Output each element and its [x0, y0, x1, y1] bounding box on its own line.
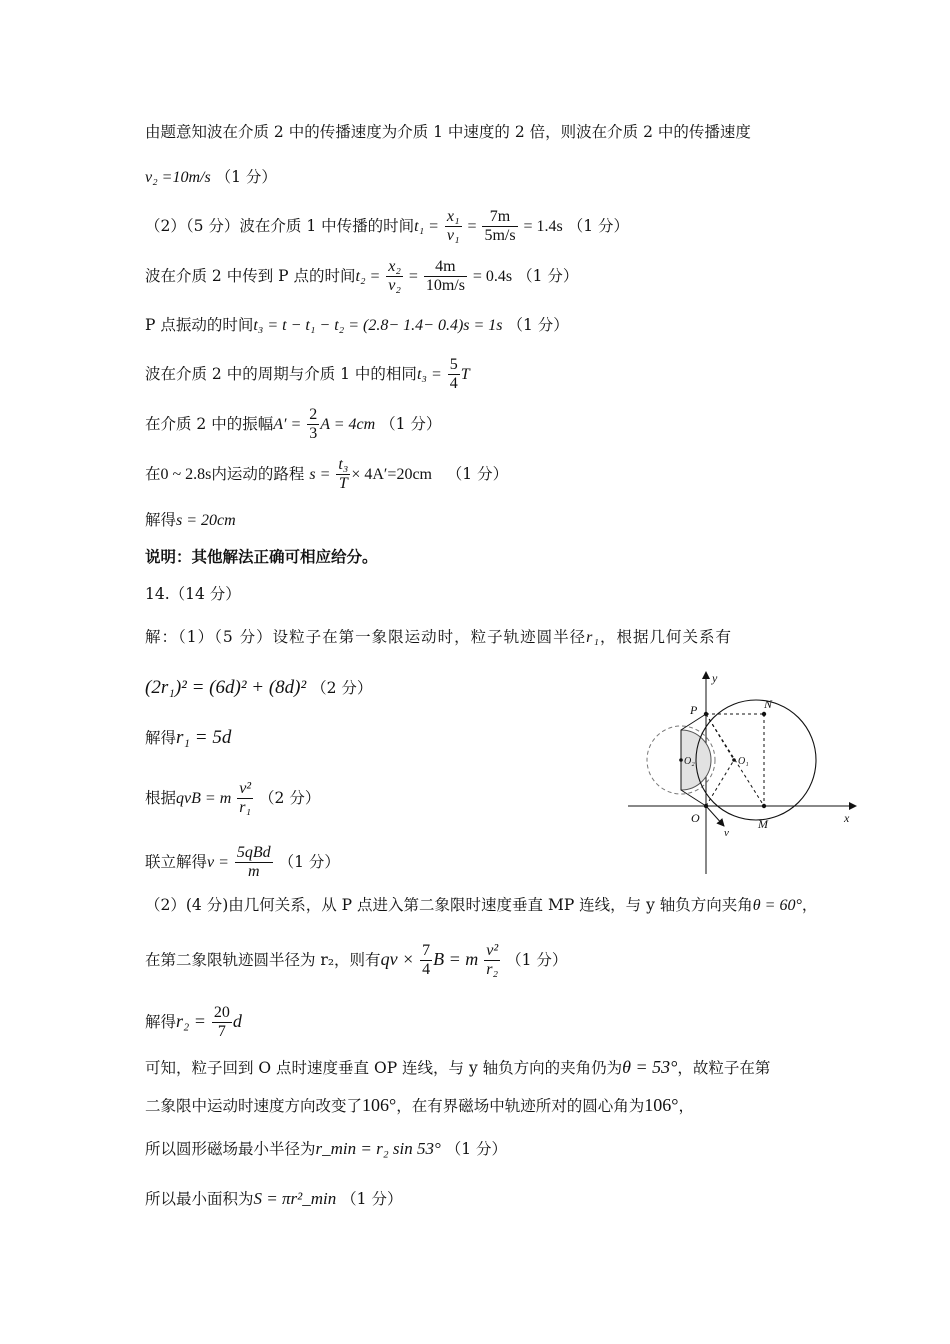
label-n: N	[764, 697, 773, 711]
eq-part: S = πr²_min	[253, 1189, 337, 1208]
eq-part: t₃ =	[416, 365, 442, 383]
geometry-figure	[624, 668, 864, 878]
eq-part: 0 ~ 2.8s	[160, 465, 212, 483]
score: （1 分）	[380, 414, 442, 433]
text-segment: 在第二象限轨迹圆半径为 r₂，则有	[145, 950, 381, 969]
eq-part: = 1.4s	[523, 217, 563, 235]
score: （1 分）	[445, 1140, 508, 1158]
fraction	[307, 406, 319, 444]
text-segment: 所以圆形磁场最小半径为	[145, 1140, 316, 1158]
text-segment: （2）（5 分）波在介质 1 中传播的时间	[145, 216, 415, 235]
text-segment: 根据	[145, 788, 177, 807]
eq-part: t₂ =	[355, 267, 381, 285]
text-segment: 内运动的路程	[211, 464, 305, 483]
eq-part: 106°	[644, 1095, 679, 1115]
fraction	[212, 1004, 232, 1042]
point-p	[704, 712, 708, 716]
eq-part: v =	[207, 853, 229, 871]
text-line-22	[145, 1140, 507, 1158]
eq-part: r₁ = 5d	[176, 727, 232, 748]
text-line-18	[145, 942, 567, 980]
line-o-o2bottom	[681, 790, 706, 806]
eq-part: qvB = m	[176, 789, 232, 807]
text-line-12	[145, 630, 732, 646]
text-line-2	[145, 170, 277, 186]
text-line-3: （2）（5 分）波在介质 1 中传播的时间t₁ = $\frac{\text{x₁}}{\text{v₁}}$ = $\frac{7m}{5m/s}$ = 1.4s （1 分）	[145, 208, 629, 245]
eq-part: B = m	[433, 948, 479, 969]
text-line-23	[145, 1190, 402, 1208]
text-segment: （2）(4 分)由几何关系，从 P 点进入第二象限时速度垂直 MP 连线，与 y 轴负方向夹角	[145, 896, 753, 914]
eq-part: (2r₁)² = (6d)² + (8d)²	[145, 677, 307, 698]
numerator: 7	[420, 942, 432, 961]
text-line-20	[145, 1058, 770, 1077]
numerator: x₁	[445, 208, 462, 227]
numerator: 7m	[482, 208, 517, 227]
denominator: 3	[309, 425, 318, 443]
trajectory-circle-o1	[696, 700, 816, 820]
numerator: 2	[307, 406, 319, 425]
fraction	[235, 844, 273, 882]
point-m	[762, 804, 766, 808]
point-o	[704, 804, 708, 808]
eq-part: r₁	[586, 629, 600, 646]
denominator: v₂	[388, 277, 401, 295]
denominator: 10m/s	[425, 277, 465, 295]
text-segment: 波在介质 2 中的周期与介质 1 中的相同	[145, 364, 417, 383]
question-number: 14.（14 分）	[145, 585, 241, 603]
eq-part: qv ×	[380, 948, 415, 969]
text-line-19	[145, 1004, 242, 1042]
numerator: x₂	[386, 258, 403, 277]
text-segment: 在	[145, 464, 161, 483]
denominator: 4	[449, 375, 458, 393]
score: （1 分）	[507, 316, 569, 334]
denominator: 5m/s	[484, 227, 516, 245]
numerator: 5	[448, 356, 460, 375]
text-segment: 波在介质 2 中传到 P 点的时间	[145, 266, 356, 285]
eq-v2: v₂ =10m/s	[145, 169, 211, 186]
score: （1 分）	[567, 216, 629, 235]
text-line-13	[145, 678, 372, 697]
score: （2 分）	[259, 788, 321, 807]
fraction	[420, 942, 432, 980]
eq-part: × 4A′=20cm	[351, 465, 432, 483]
score: （1 分）	[517, 266, 579, 285]
denominator: m	[247, 863, 260, 881]
fraction	[484, 942, 500, 980]
eq-part: t₁ =	[414, 217, 439, 235]
text-line-15	[145, 780, 320, 818]
text-segment: P 点振动的时间	[145, 316, 254, 334]
text-segment: ，在有界磁场中轨迹所对的圆心角为	[396, 1097, 645, 1115]
score: （2 分）	[311, 679, 373, 697]
label-y: y	[712, 671, 718, 685]
eq-part: d	[232, 1010, 242, 1031]
eq-part: A = 4cm	[320, 415, 376, 433]
text-segment: 可知，粒子回到 O 点时速度垂直 OP 连线，与 y 轴负方向的夹角仍为	[145, 1059, 623, 1077]
label-o1: O₁	[738, 756, 749, 767]
note: 说明：其他解法正确可相应给分。	[145, 548, 378, 566]
eq-part: s = 20cm	[176, 512, 236, 529]
text-segment: ，根据几何关系有	[599, 628, 732, 646]
text-line-1: 由题意知波在介质 2 中的传播速度为介质 1 中速度的 2 倍，则波在介质 2 中的传播速度	[145, 123, 751, 141]
text-line-16	[145, 844, 340, 882]
eq-part: θ = 60°	[752, 897, 802, 914]
text-line-6	[145, 356, 470, 394]
eq-part: t₃ = t − t₁ − t₂ = (2.8− 1.4− 0.4)s = 1s	[253, 317, 503, 334]
numerator: v²	[484, 942, 500, 961]
label-o2: O₂	[684, 756, 695, 767]
fraction	[237, 780, 253, 818]
text-segment: 联立解得	[145, 852, 208, 871]
label-m: M	[758, 817, 768, 831]
score: （1 分）	[278, 852, 340, 871]
score: （1 分）	[215, 168, 277, 186]
text-segment: 解：（1）（5 分）设粒子在第一象限运动时，粒子轨迹圆半径	[145, 628, 587, 646]
text-segment: 所以最小面积为	[145, 1190, 254, 1208]
text-segment: 解得	[145, 729, 177, 747]
eq-part: T	[460, 365, 470, 383]
text-line-8	[145, 456, 508, 494]
text-line-4: 波在介质 2 中传到 P 点的时间t₂ = $\frac{\text{x₂}}{\text{v₂}}$ = $\frac{4m}{10m/s}$ = 0.4s （1 分）	[145, 258, 579, 295]
label-x: x	[844, 811, 850, 825]
label-p: P	[690, 703, 698, 717]
text-segment: ，	[678, 1097, 694, 1115]
numerator: 5qBd	[235, 844, 273, 863]
text-line-7	[145, 406, 441, 444]
numerator: v²	[237, 780, 253, 799]
eq-part: θ = 53°	[622, 1057, 678, 1077]
denominator: r₂	[486, 961, 499, 979]
text-line-21	[145, 1096, 694, 1115]
score: （1 分）	[341, 1190, 403, 1208]
text-segment: ，	[801, 896, 818, 914]
text-segment: 解得	[145, 511, 177, 529]
eq-part: r_min = r₂ sin 53°	[315, 1139, 441, 1158]
eq-part: A′ =	[273, 415, 302, 433]
denominator: T	[338, 475, 348, 493]
fraction	[482, 208, 517, 246]
text-segment: 解得	[145, 1012, 177, 1031]
text-segment: 二象限中运动时速度方向改变了	[145, 1097, 363, 1115]
fraction	[445, 208, 462, 246]
numerator: 20	[212, 1004, 232, 1023]
score: （1 分）	[446, 464, 509, 483]
denominator: v₁	[446, 227, 460, 245]
fraction	[336, 456, 350, 494]
label-v: v	[724, 827, 729, 839]
eq-part: = 0.4s	[472, 267, 513, 285]
eq-part: 106°	[362, 1095, 397, 1115]
text-segment: 在介质 2 中的振幅	[145, 414, 274, 433]
denominator: r₁	[239, 799, 252, 817]
fraction	[424, 258, 467, 296]
numerator: t₃	[336, 456, 350, 475]
denominator: 7	[217, 1023, 226, 1041]
text-line-9	[145, 513, 236, 529]
text-line-5	[145, 318, 569, 334]
fraction	[386, 258, 403, 296]
fraction	[448, 356, 460, 394]
eq-part: s =	[309, 465, 331, 483]
score: （1 分）	[506, 950, 568, 969]
denominator: 4	[422, 961, 431, 979]
numerator: 4m	[424, 258, 467, 277]
label-o: O	[691, 811, 700, 825]
point-n	[762, 712, 766, 716]
text-segment: ，故粒子在第	[677, 1059, 771, 1077]
text-line-17	[145, 898, 817, 914]
text-line-14	[145, 728, 231, 747]
eq-part: r₂ =	[176, 1010, 206, 1031]
